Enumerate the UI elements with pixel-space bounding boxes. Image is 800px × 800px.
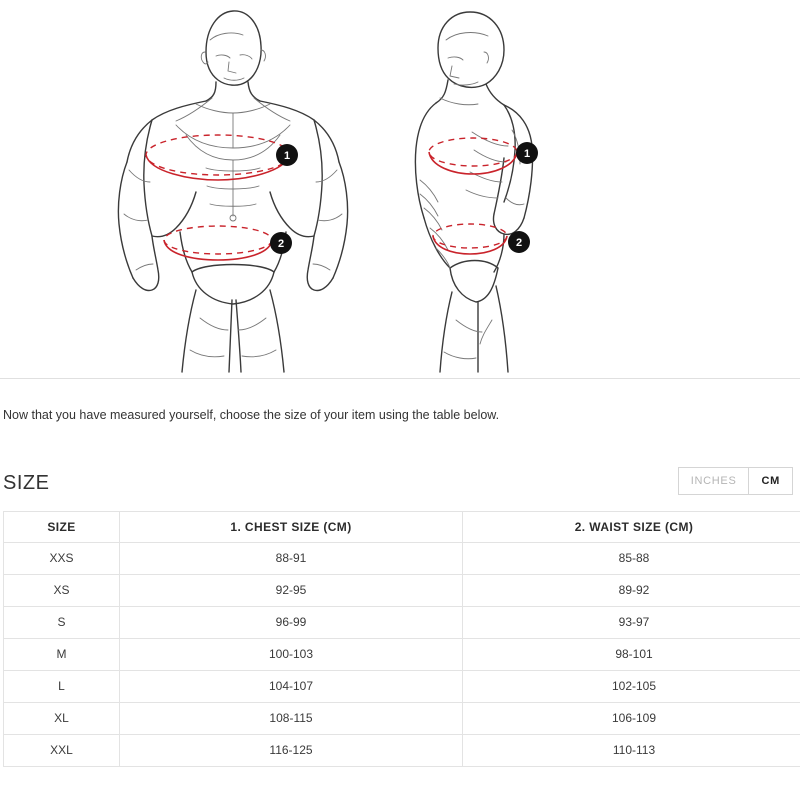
- table-header-size: SIZE: [4, 511, 120, 542]
- table-row: [4, 606, 800, 638]
- cell-chest: 88-91: [120, 542, 463, 574]
- cell-chest: 116-125: [120, 734, 463, 766]
- marker-badge-1-side: [516, 142, 538, 164]
- table-header-row: [4, 511, 800, 542]
- body-measurement-illustration: [0, 0, 800, 378]
- unit-cm-button[interactable]: CM: [748, 468, 792, 494]
- svg-text:1: 1: [283, 150, 291, 162]
- svg-text:2: 2: [277, 238, 285, 250]
- table-row: [4, 542, 800, 574]
- cell-size: XXL: [4, 734, 120, 766]
- cell-waist: 98-101: [463, 638, 800, 670]
- front-body-figure: [118, 11, 347, 372]
- table-row: [4, 670, 800, 702]
- size-table: [3, 511, 800, 767]
- marker-badge-2-front: [270, 232, 292, 254]
- cell-chest: 104-107: [120, 670, 463, 702]
- cell-size: XXS: [4, 542, 120, 574]
- cell-size: XL: [4, 702, 120, 734]
- marker-badge-2-side: [508, 231, 530, 253]
- cell-size: L: [4, 670, 120, 702]
- unit-toggle[interactable]: [678, 467, 793, 495]
- cell-waist: 89-92: [463, 574, 800, 606]
- cell-chest: 96-99: [120, 606, 463, 638]
- cell-size: XS: [4, 574, 120, 606]
- cell-waist: 106-109: [463, 702, 800, 734]
- cell-chest: 100-103: [120, 638, 463, 670]
- cell-waist: 102-105: [463, 670, 800, 702]
- side-body-figure: [415, 12, 532, 372]
- cell-size: S: [4, 606, 120, 638]
- svg-text:1: 1: [523, 148, 531, 160]
- cell-waist: 93-97: [463, 606, 800, 638]
- cell-waist: 85-88: [463, 542, 800, 574]
- cell-size: M: [4, 638, 120, 670]
- intro-text: Now that you have measured yourself, choose the size of your item using the table below.: [3, 408, 500, 422]
- table-header-chest: 1. CHEST SIZE (CM): [120, 511, 463, 542]
- unit-inches-button[interactable]: INCHES: [679, 468, 749, 494]
- table-row: [4, 574, 800, 606]
- cell-chest: 92-95: [120, 574, 463, 606]
- table-header-waist: 2. WAIST SIZE (CM): [463, 511, 800, 542]
- table-row: [4, 638, 800, 670]
- size-section-header: [3, 467, 797, 495]
- cell-waist: 110-113: [463, 734, 800, 766]
- table-row: [4, 734, 800, 766]
- marker-badge-1-front: [276, 144, 298, 166]
- page-title: SIZE: [3, 471, 50, 494]
- svg-text:2: 2: [515, 237, 523, 249]
- table-row: [4, 702, 800, 734]
- cell-chest: 108-115: [120, 702, 463, 734]
